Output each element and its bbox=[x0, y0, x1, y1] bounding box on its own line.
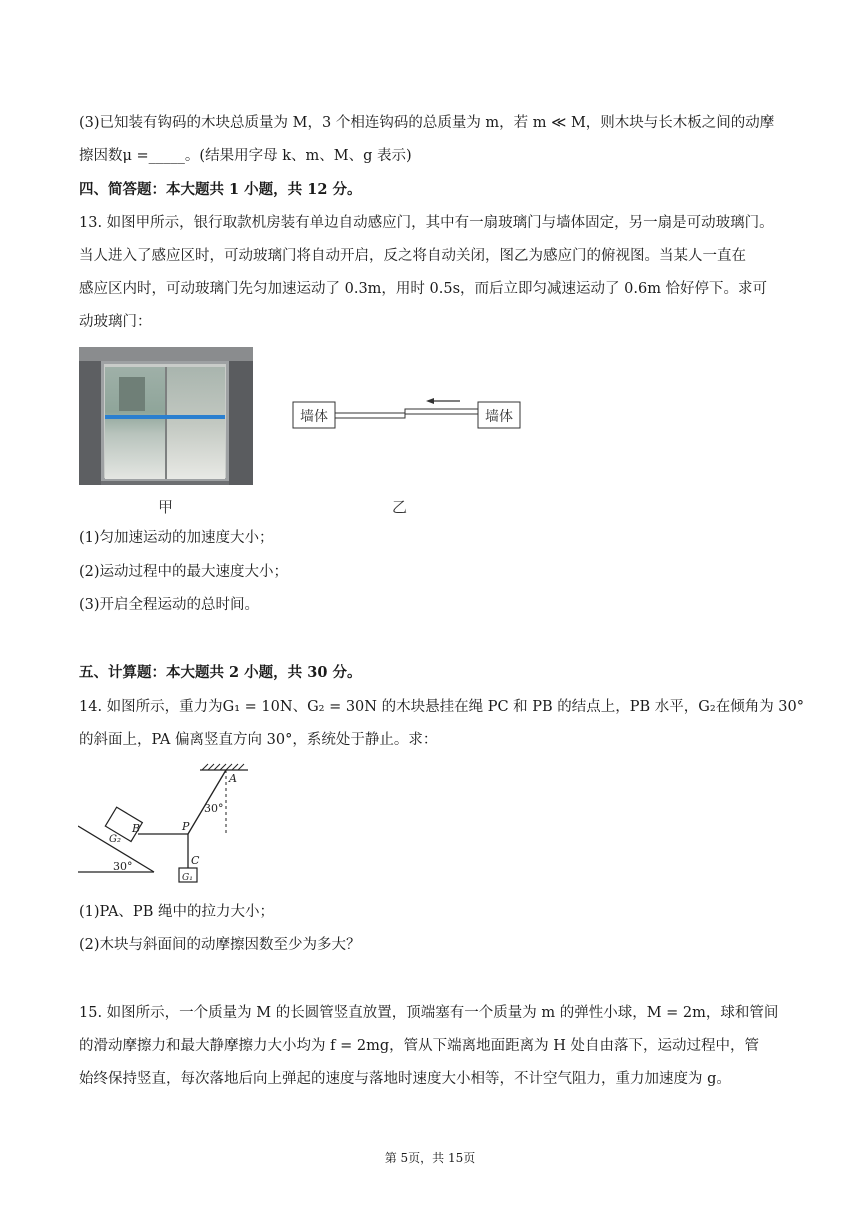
sensor-door-photo bbox=[79, 347, 253, 485]
fig-yi-caption: 乙 bbox=[392, 498, 408, 516]
fixed-glass-door bbox=[335, 413, 405, 418]
sensor-door-top-view-diagram bbox=[290, 392, 522, 434]
movable-glass-door bbox=[405, 409, 478, 414]
label-angle-bottom: 30° bbox=[113, 860, 133, 873]
wall-right-label: 墙体 bbox=[485, 409, 513, 425]
section4-heading: 四、简答题：本大题共 1 小题，共 12 分。 bbox=[79, 181, 362, 198]
section5-heading: 五、计算题：本大题共 2 小题，共 30 分。 bbox=[79, 664, 362, 681]
q13-line4: 动玻璃门： bbox=[79, 314, 152, 330]
label-P: P bbox=[182, 820, 190, 833]
label-G1: G₁ bbox=[182, 873, 193, 883]
q13-line1: 13. 如图甲所示，银行取款机房装有单边自动感应门，其中有一扇玻璃门与墙体固定，另一扇是可动玻璃门。 bbox=[79, 215, 774, 231]
q15-line3: 始终保持竖直，每次落地后向上弹起的速度与落地时速度大小相等，不计空气阻力，重力加速度为 g。 bbox=[79, 1071, 731, 1087]
q13-line3: 感应区内时，可动玻璃门先匀加速运动了 0.3m，用时 0.5s，而后立即匀减速运动了 0.6m 恰好停下。求可 bbox=[79, 281, 768, 297]
q13-line2: 当人进入了感应区时，可动玻璃门将自动开启，反之将自动关闭，图乙为感应门的俯视图。当某人一直在 bbox=[79, 248, 746, 264]
q12-part3-line1: (3)已知装有钩码的木块总质量为 M，3 个相连钩码的总质量为 m，若 m ≪ M，则木块与长木板之间的动摩 bbox=[79, 115, 775, 131]
wall-left-label: 墙体 bbox=[300, 409, 328, 425]
label-B: B bbox=[132, 822, 141, 835]
label-angle-top: 30° bbox=[204, 802, 224, 815]
label-G2: G₂ bbox=[109, 834, 121, 845]
label-C: C bbox=[191, 854, 200, 867]
q14-sub2: (2)木块与斜面间的动摩擦因数至少为多大？ bbox=[79, 937, 361, 953]
q13-sub3: (3)开启全程运动的总时间。 bbox=[79, 597, 260, 613]
page-footer: 第 5页，共 15页 bbox=[384, 1151, 476, 1165]
q13-sub1: (1)匀加速运动的加速度大小； bbox=[79, 530, 274, 546]
q15-line2: 的滑动摩擦力和最大静摩擦力大小均为 f = 2mg，管从下端离地面距离为 H 处自由落下，运动过程中，管 bbox=[79, 1038, 759, 1054]
fig-jia-caption: 甲 bbox=[158, 498, 174, 516]
q14-sub1: (1)PA、PB 绳中的拉力大小； bbox=[79, 904, 274, 920]
q13-sub2: (2)运动过程中的最大速度大小； bbox=[79, 564, 289, 580]
label-A: A bbox=[229, 772, 237, 785]
arrow-head-icon bbox=[426, 398, 434, 404]
q14-line1: 14. 如图所示，重力为G₁ = 10N、G₂ = 30N 的木块悬挂在绳 PC 和 PB 的结点上，PB 水平，G₂在倾角为 30° bbox=[79, 699, 805, 715]
q12-part3-line2: 擦因数μ =_____。(结果用字母 k、m、M、g 表示) bbox=[79, 148, 412, 164]
q15-line1: 15. 如图所示，一个质量为 M 的长圆管竖直放置，顶端塞有一个质量为 m 的弹性小球，M = 2m，球和管间 bbox=[79, 1005, 779, 1021]
force-equilibrium-diagram bbox=[78, 762, 253, 886]
q14-line2: 的斜面上，PA 偏离竖直方向 30°，系统处于静止。求： bbox=[79, 732, 438, 748]
